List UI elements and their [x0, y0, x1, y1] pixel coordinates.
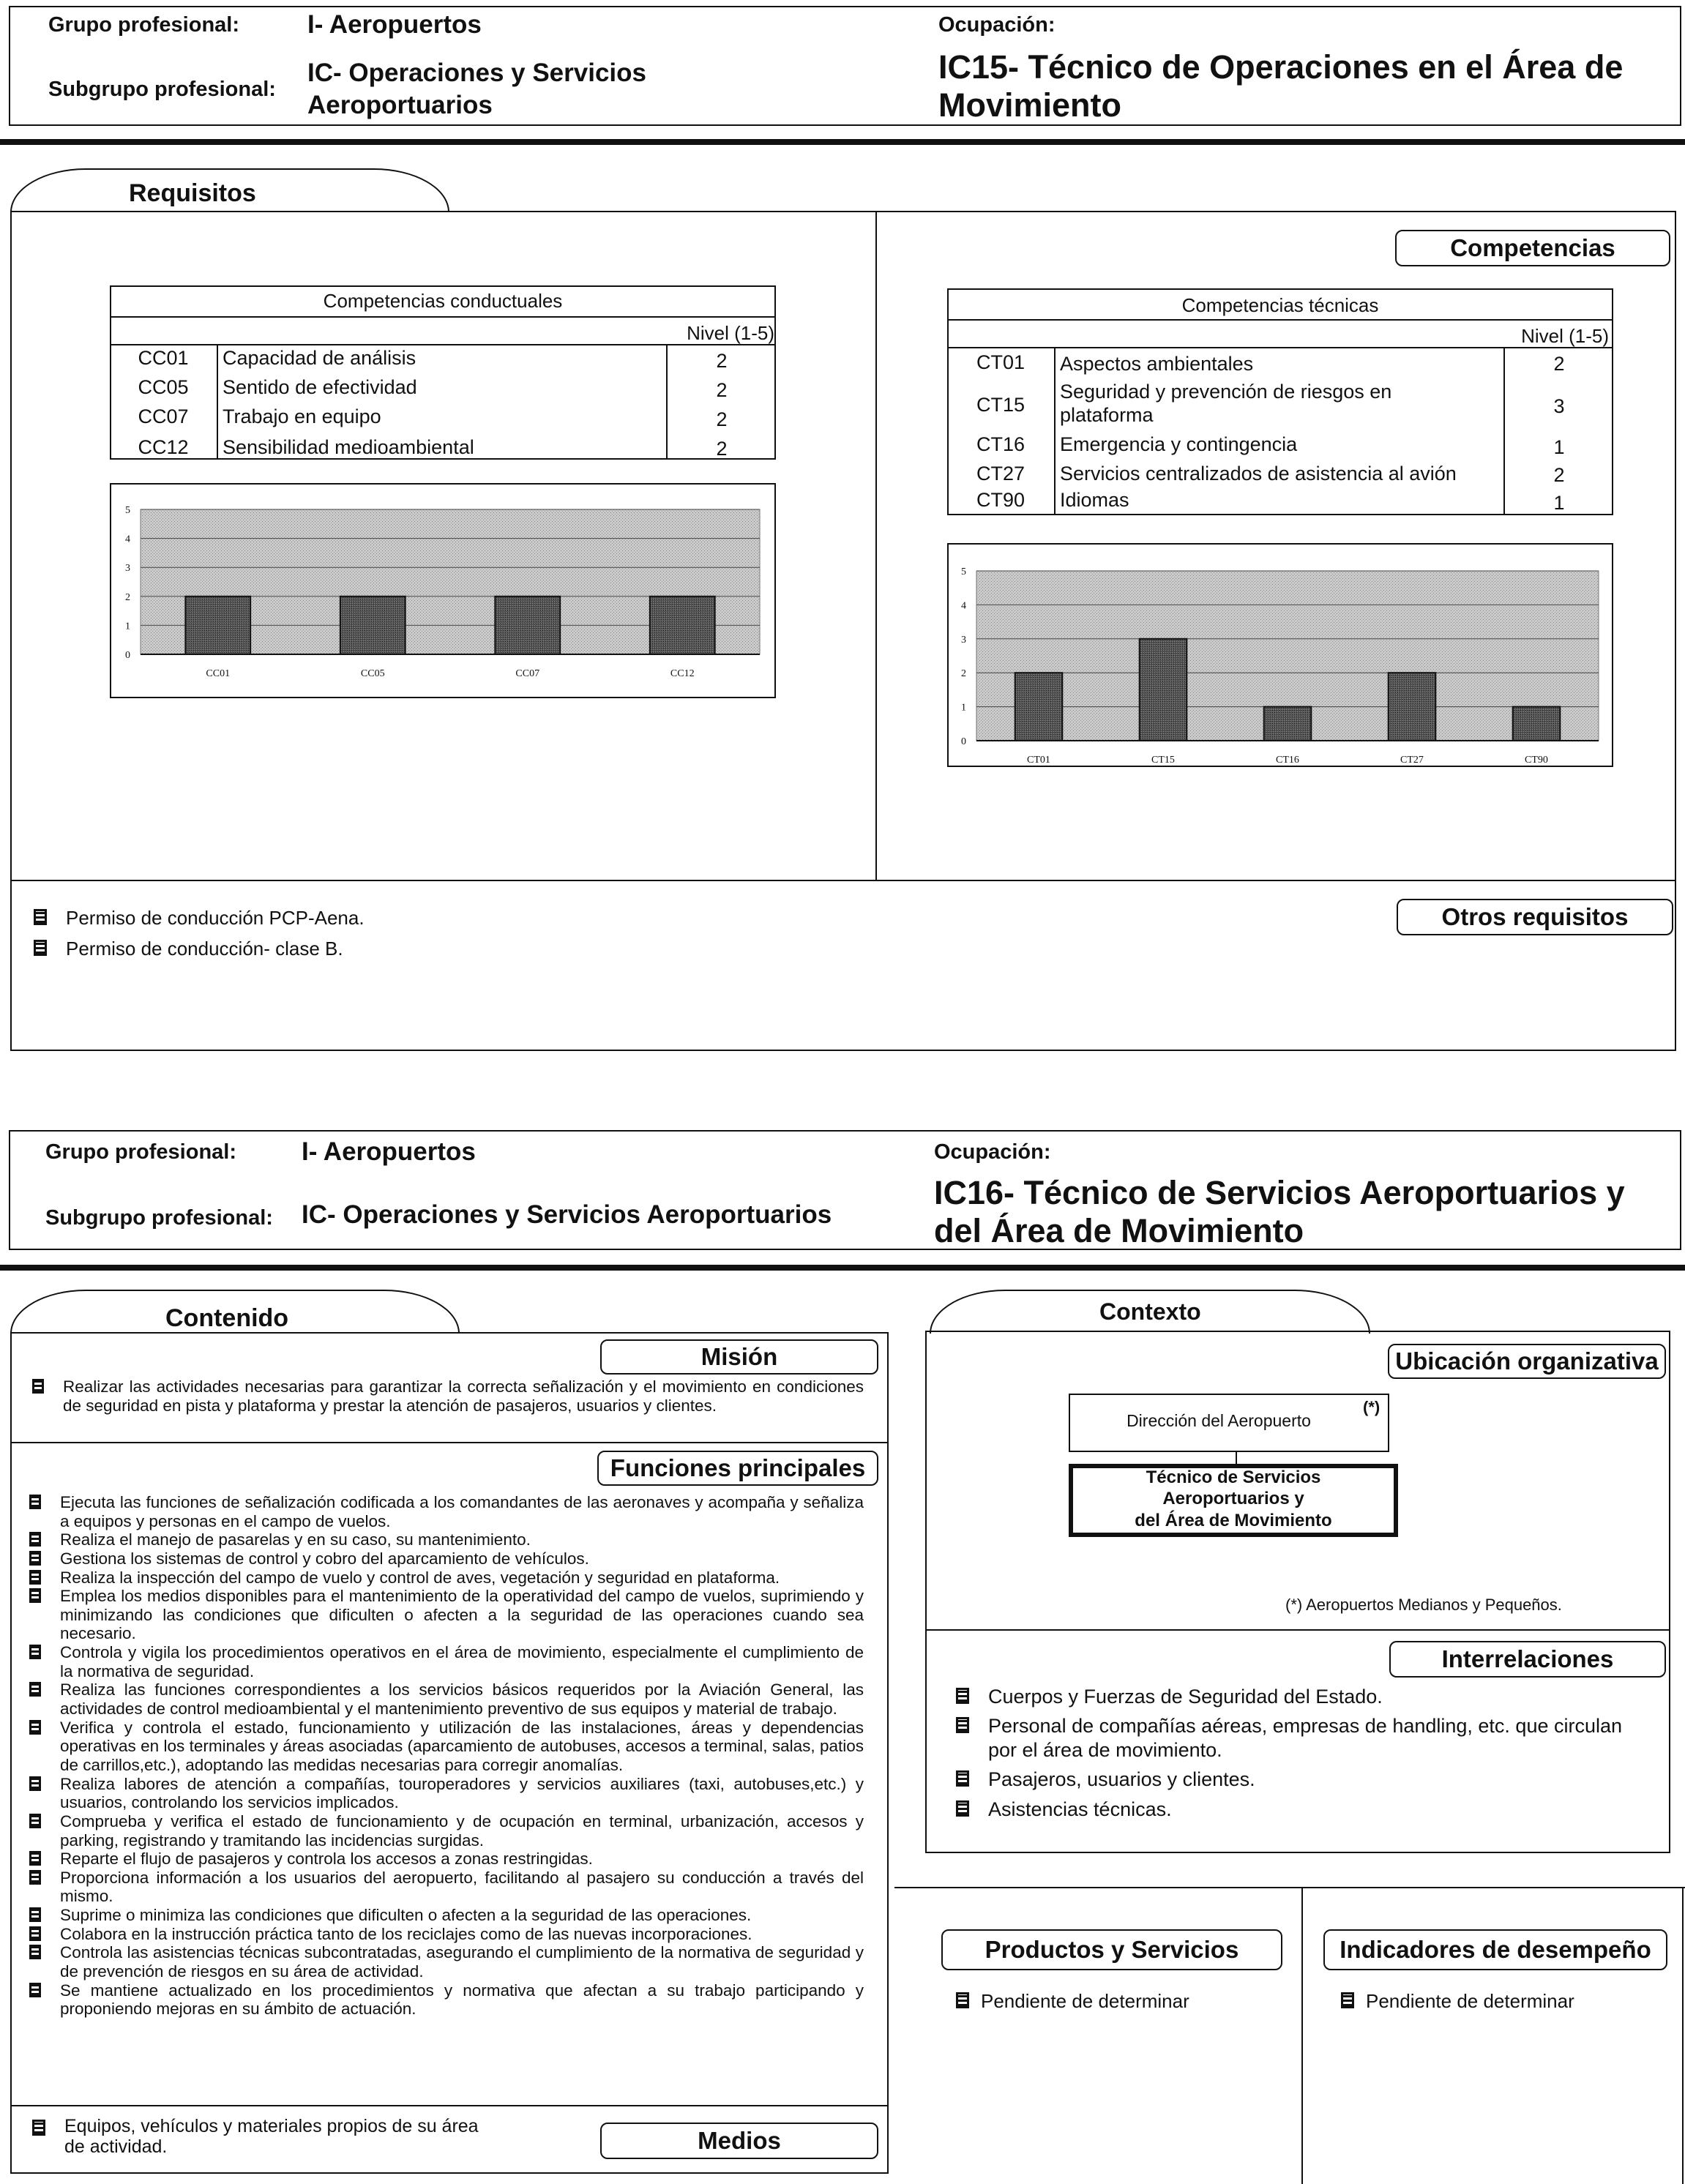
bullet-icon — [32, 2120, 45, 2136]
bullet-icon — [1341, 1992, 1354, 2008]
bullet-icon — [34, 940, 47, 956]
bullet-icon — [29, 1570, 41, 1585]
y-tick-label: 2 — [961, 668, 966, 680]
bullet-icon — [29, 1682, 41, 1697]
mision-pill: Misión — [600, 1339, 878, 1375]
row-code: CT27 — [976, 463, 1025, 485]
list-item: Suprime o minimiza las condiciones que dificulten o afecten a la seguridad de las operaciones. — [29, 1906, 864, 1925]
row-level: 2 — [716, 438, 728, 460]
list-item: Controla las asistencias técnicas subcontratadas, asegurando el cumplimiento de la normativa de seguridad y de prevención de riesgos en su área de actividad. — [29, 1943, 864, 1981]
list-item: Cuerpos y Fuerzas de Seguridad del Estado. — [956, 1685, 1644, 1708]
bar-ct27 — [1389, 673, 1436, 741]
y-tick-label: 2 — [125, 591, 130, 603]
table-row — [947, 348, 1613, 378]
bullet-icon — [29, 1945, 41, 1959]
list-item: Realiza el manejo de pasarelas y en su caso, su mantenimiento. — [29, 1530, 864, 1549]
row-code: CC12 — [138, 436, 189, 458]
bar-ct15 — [1140, 639, 1187, 741]
medios-divider — [10, 2105, 889, 2106]
bullet-icon — [956, 1800, 969, 1817]
conductuales-title: Competencias conductuales — [323, 290, 563, 312]
row-code: CT15 — [976, 394, 1025, 416]
list-item: Reparte el flujo de pasajeros y controla los accesos a zonas restringidas. — [29, 1850, 864, 1869]
list-item: Colabora en la instrucción práctica tanto de los reciclajes como de las nuevas incorporaciones. — [29, 1925, 864, 1944]
productos-text: Pendiente de determinar — [956, 1989, 1293, 2020]
conductuales-chart — [110, 483, 776, 698]
productos-indicadores-divider — [1301, 1887, 1303, 2184]
bullet-icon — [29, 1814, 41, 1828]
bar-ct90 — [1513, 707, 1561, 741]
org-chart-note: (*) Aeropuertos Medianos y Pequeños. — [1285, 1596, 1562, 1614]
subgrupo-value-line2: Aeroportuarios — [307, 91, 493, 119]
bullet-icon — [34, 909, 47, 925]
bullet-icon — [956, 1717, 969, 1733]
grupo-label: Grupo profesional: — [48, 13, 239, 37]
bullet-icon — [29, 1495, 41, 1509]
bullet-icon — [956, 1688, 969, 1704]
row-name: Sentido de efectividad — [223, 376, 417, 398]
subgrupo-label: Subgrupo profesional: — [48, 78, 276, 101]
bullet-icon — [29, 1532, 41, 1547]
productos-servicios-pill: Productos y Servicios — [941, 1929, 1282, 1970]
y-tick-label: 3 — [961, 634, 966, 646]
row-name: Idiomas — [1060, 489, 1129, 511]
ocupacion-label: Ocupación: — [934, 1140, 1051, 1164]
y-tick-label: 0 — [961, 736, 966, 747]
tecnicas-title-rule — [947, 319, 1613, 321]
bullet-icon — [29, 1645, 41, 1659]
row-code: CC07 — [138, 405, 189, 427]
header-rule — [0, 139, 1685, 145]
ubicacion-divider — [925, 1629, 1670, 1631]
requisitos-tab-label: Requisitos — [129, 179, 256, 207]
list-item: Se mantiene actualizado en los procedimientos y normativa que afectan a su trabajo participando y proponiendo mejoras en su ámbito de actuación. — [29, 1981, 864, 2019]
ocupacion-title-line1: IC15- Técnico de Operaciones en el Área de — [938, 48, 1624, 86]
bullet-icon — [29, 1926, 41, 1941]
ocupacion-title-line1: IC16- Técnico de Servicios Aeroportuarios y — [934, 1174, 1625, 1211]
row-level: 1 — [1553, 436, 1565, 458]
y-tick-label: 4 — [961, 600, 966, 612]
table-row — [947, 489, 1613, 515]
x-tick-label: CT27 — [1400, 755, 1424, 766]
ubicacion-organizativa-pill: Ubicación organizativa — [1388, 1344, 1666, 1379]
table-row — [110, 404, 776, 433]
subgrupo-value-line1: IC- Operaciones y Servicios — [307, 59, 646, 87]
grupo-value: I- Aeropuertos — [307, 10, 482, 39]
ocupacion-title-line2: Movimiento — [938, 86, 1122, 124]
tecnicas-rows — [947, 348, 1613, 515]
y-tick-label: 3 — [125, 563, 130, 575]
table-row — [947, 432, 1613, 460]
medios-pill: Medios — [600, 2123, 878, 2159]
bullet-icon — [29, 1776, 41, 1791]
y-tick-label: 1 — [961, 702, 966, 714]
row-name-line2: plataforma — [1060, 404, 1154, 426]
bar-cc01 — [185, 597, 250, 654]
row-level: 2 — [716, 350, 728, 372]
x-tick-label: CC01 — [206, 668, 231, 679]
indicadores-text: Pendiente de determinar — [1341, 1989, 1663, 2020]
row-name: Emergencia y contingencia — [1060, 433, 1298, 455]
bullet-icon — [29, 1851, 41, 1866]
grupo-label: Grupo profesional: — [45, 1140, 236, 1164]
conductuales-nivel-header: Nivel (1-5) — [687, 322, 774, 344]
contexto-tab-label: Contexto — [1099, 1298, 1201, 1325]
y-tick-label: 4 — [125, 534, 130, 545]
row-name: Aspectos ambientales — [1060, 353, 1254, 375]
tecnicas-nivel-header: Nivel (1-5) — [1521, 325, 1609, 347]
funciones-list — [29, 1493, 864, 2019]
bullet-icon — [29, 1870, 41, 1885]
org-chart-connector — [1236, 1452, 1237, 1464]
bullet-icon — [29, 1720, 41, 1735]
list-item: Controla y vigila los procedimientos operativos en el área de movimiento, especialmente el cumplimiento de la normativa de seguridad. — [29, 1643, 864, 1680]
grupo-value: I- Aeropuertos — [302, 1137, 476, 1166]
mision-text: Realizar las actividades necesarias para garantizar la correcta señalización y el movimiento en condiciones de seguridad en pista y plataforma y prestar la atención de pasajeros, usuarios y clientes. — [32, 1377, 864, 1415]
list-item: Asistencias técnicas. — [956, 1798, 1644, 1821]
bar-ct01 — [1015, 673, 1063, 741]
x-tick-label: CT90 — [1525, 755, 1548, 766]
bullet-icon — [29, 1551, 41, 1566]
table-row — [110, 345, 776, 375]
bar-cc05 — [340, 597, 406, 654]
medios-text: Equipos, vehículos y materiales propios de su área de actividad. — [32, 2117, 559, 2163]
row-code: CC01 — [138, 347, 189, 369]
list-item: Permiso de conducción- clase B. — [34, 937, 912, 962]
list-item: Proporciona información a los usuarios del aeropuerto, facilitando al pasajero su conducción a través del mismo. — [29, 1869, 864, 1906]
bullet-icon — [29, 1588, 41, 1603]
ocupacion-label: Ocupación: — [938, 13, 1056, 37]
otros-requisitos-pill: Otros requisitos — [1397, 899, 1673, 935]
bullet-icon — [29, 1983, 41, 1997]
requisitos-divider — [875, 211, 877, 881]
row-level: 2 — [716, 408, 728, 430]
interrelaciones-list — [956, 1685, 1644, 1827]
list-item: Personal de compañías aéreas, empresas de handling, etc. que circulan por el área de movimiento. — [956, 1714, 1644, 1762]
table-row — [110, 375, 776, 404]
table-row — [110, 433, 776, 463]
list-item: Pasajeros, usuarios y clientes. — [956, 1768, 1644, 1791]
productos-right-border — [1682, 1887, 1684, 2184]
row-name: Servicios centralizados de asistencia al avión — [1060, 463, 1457, 485]
org-chart-bottom-label: Técnico de Servicios Aeroportuarios y del Área de Movimiento — [1135, 1467, 1332, 1530]
subgrupo-label: Subgrupo profesional: — [45, 1206, 273, 1230]
table-row — [947, 378, 1613, 432]
funciones-principales-pill: Funciones principales — [597, 1451, 878, 1486]
tecnicas-title: Competencias técnicas — [1181, 294, 1379, 316]
bullet-icon — [956, 1770, 969, 1787]
list-item: Realiza las funciones correspondientes a los servicios básicos requeridos por la Aviación General, las actividades de control medioambiental y el mantenimiento preventivo de sus equipos y material de trabajo. — [29, 1680, 864, 1718]
row-name: Trabajo en equipo — [223, 405, 381, 427]
ocupacion-title-line2: del Área de Movimiento — [934, 1212, 1304, 1249]
row-name: Sensibilidad medioambiental — [223, 436, 474, 458]
row-name-line1: Seguridad y prevención de riesgos en — [1060, 381, 1392, 403]
list-item: Gestiona los sistemas de control y cobro del aparcamiento de vehículos. — [29, 1549, 864, 1568]
row-level: 3 — [1553, 395, 1565, 417]
bullet-icon — [32, 1379, 44, 1394]
bar-ct16 — [1264, 707, 1312, 741]
x-tick-label: CT15 — [1151, 755, 1175, 766]
otros-list — [34, 906, 912, 968]
x-tick-label: CC07 — [515, 668, 540, 679]
list-item: Verifica y controla el estado, funcionamiento y utilización de las instalaciones, áreas y dependencias operativas en los terminales y áreas asociadas (aparcamiento de autobuses, accesos a terminal, salas, patios de carrillos,etc.), adoptando las medidas necesarias para corregir anomalías. — [29, 1719, 864, 1775]
list-item: Ejecuta las funciones de señalización codificada a los comandantes de las aeronaves y acompaña y señaliza a equipos y personas en el campo de vuelos. — [29, 1493, 864, 1530]
list-item: Permiso de conducción PCP-Aena. — [34, 906, 912, 931]
y-tick-label: 5 — [125, 505, 130, 516]
list-item: Comprueba y verifica el estado de funcionamiento y de ocupación en terminal, urbanización, accesos y parking, registrando y tramitando las incidencias surgidas. — [29, 1812, 864, 1850]
row-name: Capacidad de análisis — [223, 347, 416, 369]
x-tick-label: CC05 — [360, 668, 385, 679]
conductuales-title-rule — [110, 316, 776, 318]
x-tick-label: CC12 — [670, 668, 695, 679]
otros-divider — [10, 880, 1676, 881]
interrelaciones-pill: Interrelaciones — [1389, 1641, 1666, 1678]
y-tick-label: 1 — [125, 621, 130, 632]
bar-cc12 — [650, 597, 715, 654]
mision-divider — [10, 1442, 889, 1443]
list-item: Emplea los medios disponibles para el mantenimiento de la operatividad del campo de vuelos, suprimiendo y minimizando las condiciones que dificulten o afecten a la seguridad de las operaciones cuando sea necesario. — [29, 1587, 864, 1643]
indicadores-desempeno-pill: Indicadores de desempeño — [1323, 1929, 1667, 1970]
list-item: Realiza labores de atención a compañías, touroperadores y servicios auxiliares (taxi, autobuses,etc.) y usuarios, controlando los servicios implicados. — [29, 1775, 864, 1812]
header-rule — [0, 1265, 1685, 1271]
row-code: CT01 — [976, 351, 1025, 373]
row-code: CC05 — [138, 376, 189, 398]
competencias-pill: Competencias — [1395, 230, 1670, 266]
y-tick-label: 5 — [961, 566, 966, 577]
contenido-tab-label: Contenido — [165, 1304, 289, 1332]
org-chart-asterisk: (*) — [1363, 1398, 1380, 1416]
x-tick-label: CT01 — [1027, 755, 1050, 766]
list-item: Realiza la inspección del campo de vuelo y control de aves, vegetación y seguridad en plataforma. — [29, 1568, 864, 1587]
bullet-icon — [29, 1907, 41, 1922]
tecnicas-chart — [947, 543, 1613, 767]
y-tick-label: 0 — [125, 650, 130, 661]
row-level: 1 — [1553, 492, 1565, 514]
row-level: 2 — [1553, 353, 1565, 375]
row-code: CT90 — [976, 489, 1025, 511]
conductuales-rows — [110, 345, 776, 463]
bar-cc07 — [495, 597, 560, 654]
table-row — [947, 460, 1613, 489]
x-tick-label: CT16 — [1276, 755, 1299, 766]
row-code: CT16 — [976, 433, 1025, 455]
bullet-icon — [956, 1992, 969, 2008]
productos-top-rule — [894, 1887, 1685, 1888]
subgrupo-value: IC- Operaciones y Servicios Aeroportuarios — [302, 1200, 832, 1229]
org-chart-top-label: Dirección del Aeropuerto — [1127, 1411, 1311, 1430]
row-level: 2 — [716, 379, 728, 401]
row-level: 2 — [1553, 464, 1565, 486]
